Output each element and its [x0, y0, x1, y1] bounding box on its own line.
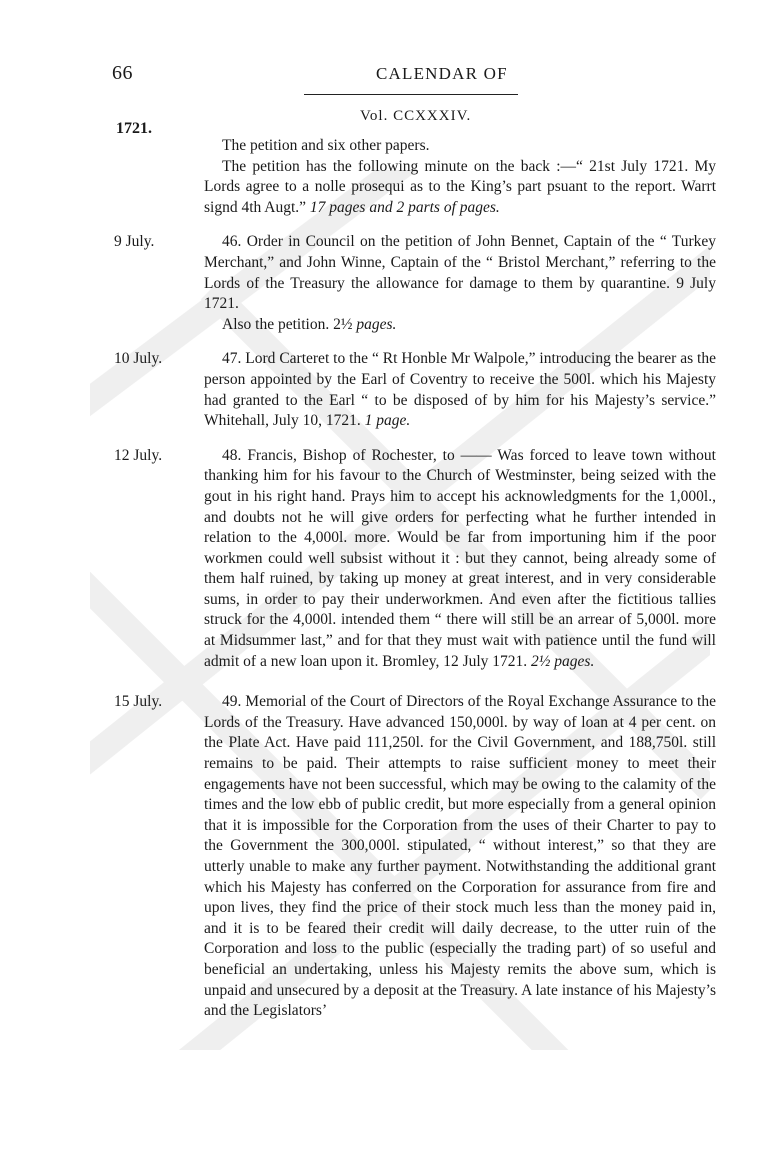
- page-count: pages.: [356, 315, 397, 333]
- continuation-line: The petition and six other papers.: [222, 137, 430, 154]
- entry-46: [114, 232, 716, 335]
- entry-date: 12 July.: [114, 446, 163, 464]
- continuation-block: [204, 136, 716, 218]
- page-body: [114, 136, 716, 1022]
- running-title: CALENDAR OF: [376, 64, 508, 83]
- entry-48: [114, 446, 716, 673]
- continuation-minute: The petition has the following minute on the back :—“ 21st July 1721. My Lords agree to a nolle prosequi as to the King’s part psuant to the report. Warrt signd 4th Augt.” 17 pages and 2 parts of pages.: [204, 157, 716, 216]
- entry-47: [114, 349, 716, 431]
- page-count: 17 pages and 2 parts of pages.: [309, 198, 500, 216]
- entry-text: 46. Order in Council on the petition of John Bennet, Captain of the “ Turkey Merchant,” and John Winne, Captain of the “ Bristol Merchant,” referring to the Lords of the Treasury the allowance for damage to them by quarantine. 9 July 1721.: [204, 233, 716, 313]
- year-label: 1721.: [116, 120, 152, 137]
- page-header: [0, 62, 768, 92]
- entry-date: 15 July.: [114, 693, 163, 711]
- page-number: 66: [112, 62, 133, 84]
- page-count: 1 page.: [364, 412, 411, 430]
- header-rule: [304, 94, 518, 95]
- entry-text: 49. Memorial of the Court of Directors of the Royal Exchange Assurance to the Lords of the Treasury. Have advanced 150,000l. by way of loan at 4 per cent. on the Plate Act. Have paid 111,250l. for the Civil Government, and 188,750l. still remains to be paid. Their attempts to raise sufficient money to meet their engagements have not been successful, which may be owing to the calamity of the times and the low ebb of public credit, but more especially from a general opinion that it is impossible for the Corporation from the uses of their Charter to pay to the Government the 300,000l. stipulated, “ without interest,” so that they are utterly unable to make any further payment. Notwithstanding the additional grant which his Majesty has conferred on the Corporation for assurance from fire and upon lives, they find the price of their stock much less than the money paid in, and it is to be feared their credit will daily decrease, to the utter ruin of the Corporation and loss to the public (especially the trading part) of so useful and beneficial an undertaking, unless his Majesty remits the above sum, which is unpaid and unsecured by a deposit at the Treasury. A late instance of his Majesty’s and the Legislators’: [204, 693, 716, 1020]
- entry-text: 47. Lord Carteret to the “ Rt Honble Mr Walpole,” introducing the bearer as the person appointed by the Earl of Coventry to receive the 500l. which his Majesty had granted to the Earl “ to be disposed of by him for his Majesty’s service.” Whitehall, July 10, 1721. 1 page.: [204, 350, 716, 430]
- entry-date: 10 July.: [114, 350, 163, 368]
- entry-subtext: Also the petition. 2½ pages.: [222, 315, 397, 333]
- entry-date: 9 July.: [114, 233, 155, 251]
- entry-text: 48. Francis, Bishop of Rochester, to —— Was forced to leave town without thanking him for his favour to the Church of Westminster, being seized with the gout in his right hand. Prays him to accept his acknowledgments for the 1,000l., and doubts not he will give orders for perfecting what he further intended in relation to the 4,000l. more. Would be far from importuning him if the poor workmen could well subsist without it : but they cannot, being already some of them half ruined, by taking up money at great interest, and in very considerable sums, in order to pay their underworkmen. And even after the fictitious tallies struck for the 4,000l. intended them “ there will still be an arrear of 5,000l. more at Midsummer last,” and for that they must wait with patience until the fund will admit of a new loan upon it. Bromley, 12 July 1721. 2½ pages.: [204, 446, 716, 670]
- entry-49: [114, 692, 716, 1022]
- page-count: 2½ pages.: [531, 652, 595, 670]
- volume-label: Vol. CCXXXIV.: [360, 108, 472, 124]
